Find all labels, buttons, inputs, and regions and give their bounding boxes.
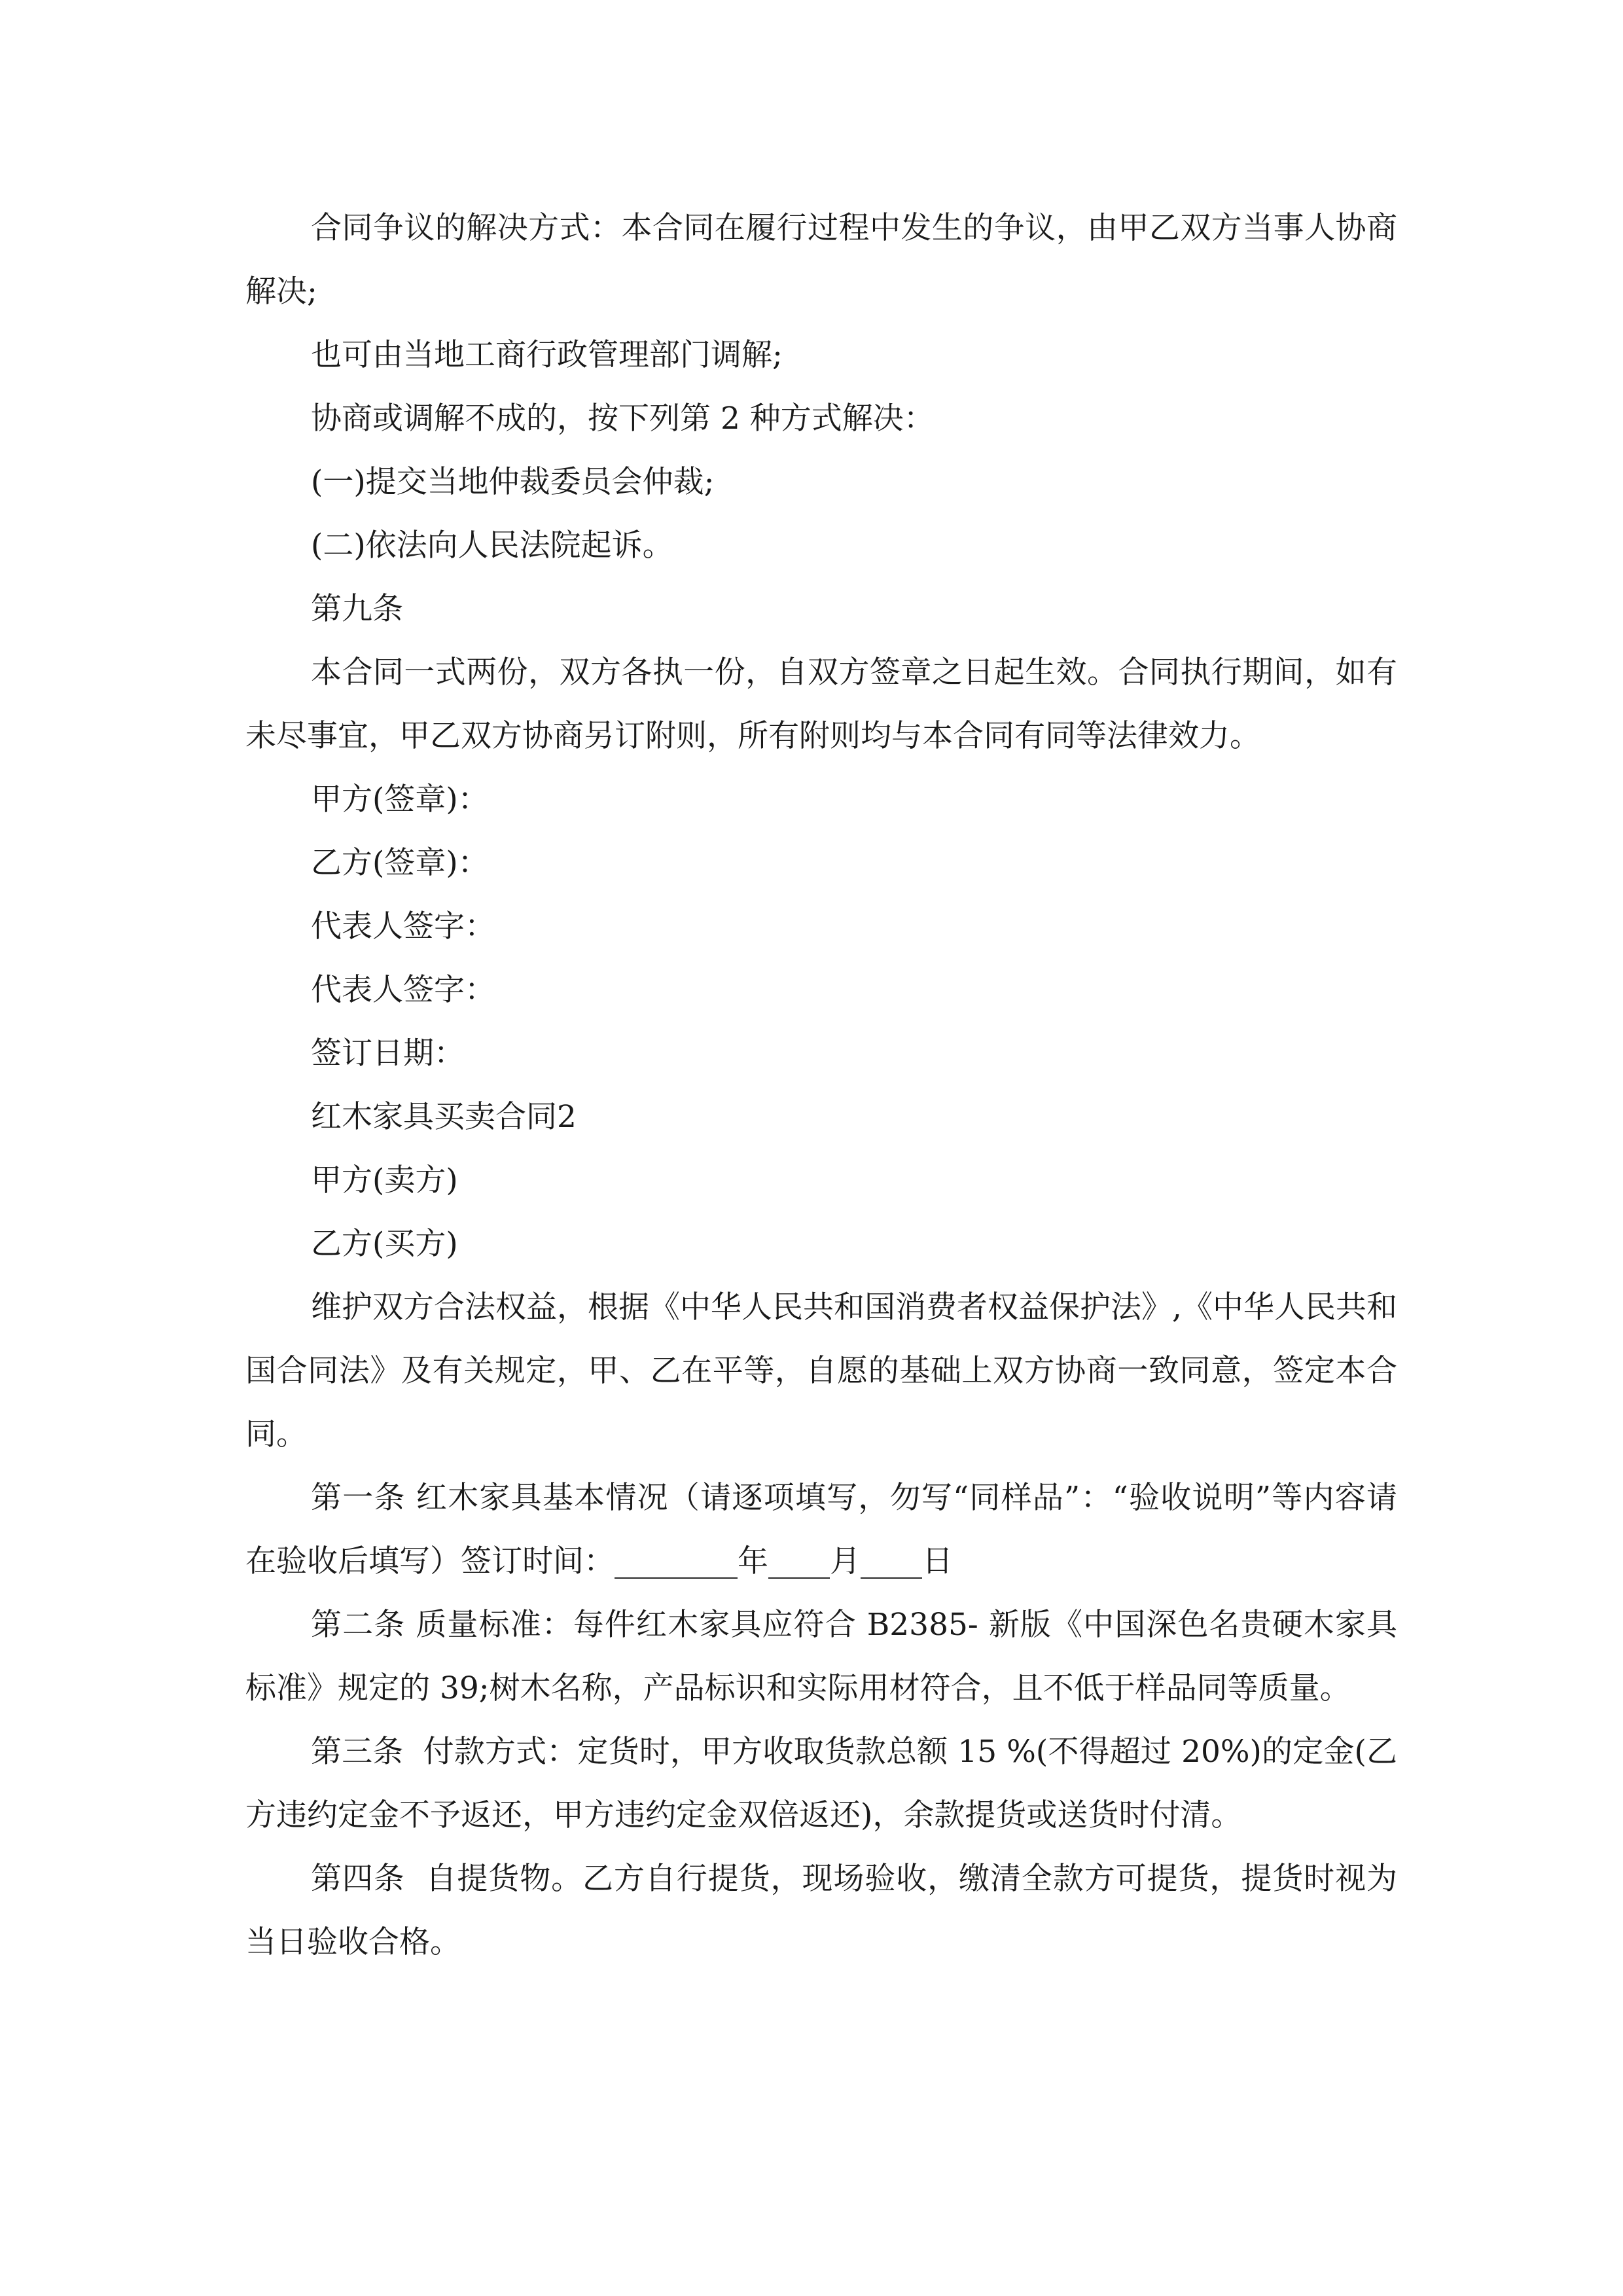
contract-2-title: 红木家具买卖合同2 bbox=[311, 1099, 577, 1135]
paragraph-litigation: (二)依法向人民法院起诉。 bbox=[311, 528, 673, 564]
article-2: 第二条 质量标准：每件红木家具应符合 B2385- 新版《中国深色名贵硬木家具标准》规定的 39;树木名称，产品标识和实际用材符合，且不低于样品同等质量。 bbox=[245, 1607, 1397, 1706]
paragraph-dispute-resolution: 合同争议的解决方式：本合同在履行过程中发生的争议，由甲乙双方当事人协商解决; bbox=[245, 210, 1397, 310]
paragraph-preamble: 维护双方合法权益，根据《中华人民共和国消费者权益保护法》,《中华人民共和国合同法》及有关规定，甲、乙在平等，自愿的基础上双方协商一致同意，签定本合同。 bbox=[245, 1289, 1397, 1452]
representative-signature-line-2: 代表人签字： bbox=[311, 972, 495, 1008]
party-b-buyer: 乙方(买方) bbox=[311, 1226, 458, 1262]
article-4: 第四条 自提货物。乙方自行提货，现场验收，缴清全款方可提货，提货时视为当日验收合格。 bbox=[245, 1861, 1397, 1960]
signing-date-line: 签订日期： bbox=[311, 1035, 465, 1071]
party-b-seal-line: 乙方(签章)： bbox=[311, 845, 489, 881]
paragraph-mediation: 也可由当地工商行政管理部门调解; bbox=[311, 337, 783, 373]
article-1: 第一条 红木家具基本情况（请逐项填写，勿写“同样品”：“验收说明”等内容请在验收后填写）签订时间：________年____月____日 bbox=[245, 1480, 1397, 1579]
article-3: 第三条 付款方式：定货时，甲方收取货款总额 15 %(不得超过 20%)的定金(乙方违约定金不予返还，甲方违约定金双倍返还)，余款提货或送货时付清。 bbox=[245, 1734, 1397, 1833]
representative-signature-line-1: 代表人签字： bbox=[311, 908, 495, 944]
party-a-seal-line: 甲方(签章)： bbox=[311, 781, 489, 817]
paragraph-arbitration: (一)提交当地仲裁委员会仲裁; bbox=[311, 464, 715, 500]
article-9-heading: 第九条 bbox=[311, 591, 403, 627]
document-page bbox=[245, 196, 1397, 1974]
party-a-seller: 甲方(卖方) bbox=[311, 1162, 458, 1198]
paragraph-effectiveness: 本合同一式两份，双方各执一份，自双方签章之日起生效。合同执行期间，如有未尽事宜，甲乙双方协商另订附则，所有附则均与本合同有同等法律效力。 bbox=[245, 655, 1397, 754]
paragraph-resolution-method: 协商或调解不成的，按下列第 2 种方式解决： bbox=[311, 401, 935, 437]
